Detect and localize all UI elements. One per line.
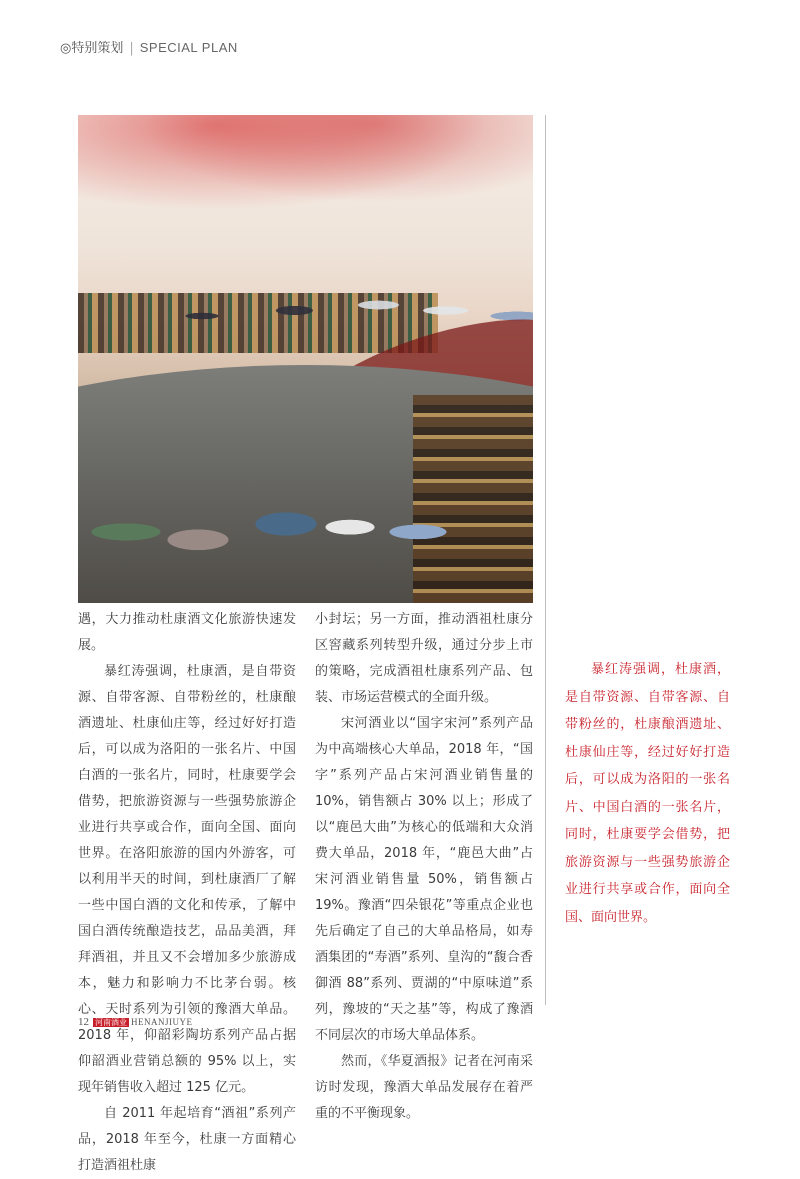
header-separator: | — [129, 41, 134, 56]
header-title-cn: 特别策划 — [71, 41, 124, 56]
paragraph: 自 2011 年起培育“酒祖”系列产品，2018 年至今，杜康一方面精心打造酒祖杜康 — [78, 1106, 296, 1173]
column-divider — [545, 115, 546, 1005]
article-column-2 — [315, 607, 533, 1127]
photo-collage — [78, 115, 533, 603]
page-number: 12 — [78, 1016, 89, 1028]
page-footer — [78, 1016, 193, 1028]
pull-quote — [565, 656, 730, 931]
article-column-1 — [78, 607, 296, 1179]
bar-tasting-photo — [78, 115, 533, 405]
paragraph: 小封坛；另一方面，推动酒祖杜康分区窖藏系列转型升级，通过分步上市的策略，完成酒祖杜康系列产品、包装、市场运营模式的全面升级。 — [315, 612, 533, 705]
paragraph: 宋河酒业以“国字宋河”系列产品为中高端核心大单品，2018 年，“国字”系列产品占宋河酒业销售量的 10%，销售额占 30% 以上；形成了以“鹿邑大曲”为核心的低端和大众消费大单品，2018 年，“鹿邑大曲”占宋河酒业销售量 50%，销售额占 19%。豫酒“四朵银花”等重点企业也先后确定了自己的大单品格局，如寿酒集团的“寿酒”系列、皇沟的“馥合香御酒 88”系列、贾湖的“中原味道”系列，豫坡的“天之基”等，构成了豫酒不同层次的市场大单品体系。 — [315, 716, 533, 1043]
header-title-en: SPECIAL PLAN — [139, 40, 238, 55]
paragraph: 遇，大力推动杜康酒文化旅游快速发展。 — [78, 612, 296, 653]
paragraph: 暴红涛强调，杜康酒，是自带资源、自带客源、自带粉丝的，杜康酿酒遗址、杜康仙庄等，经过好好打造后，可以成为洛阳的一张名片、中国白酒的一张名片，同时，杜康要学会借势，把旅游资源与一些强势旅游企业进行共享或合作，面向全国、面向世界。在洛阳旅游的国内外游客，可以利用半天的时间，到杜康酒厂了解一些中国白酒的文化和传承，了解中国白酒传统酿造技艺，品品美酒，拜拜酒祖，并且又不会增加多少旅游成本，魅力和影响力不比茅台弱。核心、天时系列为引领的豫酒大单品。2018 年，仰韶彩陶坊系列产品占据仰韶酒业营销总额的 95% 以上，实现年销售收入超过 125 亿元。 — [78, 664, 296, 1095]
magazine-logo: 河南酒业 — [95, 1018, 127, 1027]
page-header — [60, 37, 238, 56]
paragraph: 然而，《华夏酒报》记者在河南采访时发现，豫酒大单品发展存在着严重的不平衡现象。 — [315, 1054, 533, 1121]
pull-quote-text: 暴红涛强调，杜康酒，是自带资源、自带客源、自带粉丝的，杜康酿酒遗址、杜康仙庄等，经过好好打造后，可以成为洛阳的一张名片、中国白酒的一张名片，同时，杜康要学会借势，把旅游资源与一些强势旅游企业进行共享或合作，面向全国、面向世界。 — [565, 662, 730, 925]
header-symbol: ◎ — [60, 41, 72, 56]
visitors-group-bottom — [78, 445, 478, 603]
magazine-name-en: HENANJIUYE — [131, 1017, 193, 1027]
